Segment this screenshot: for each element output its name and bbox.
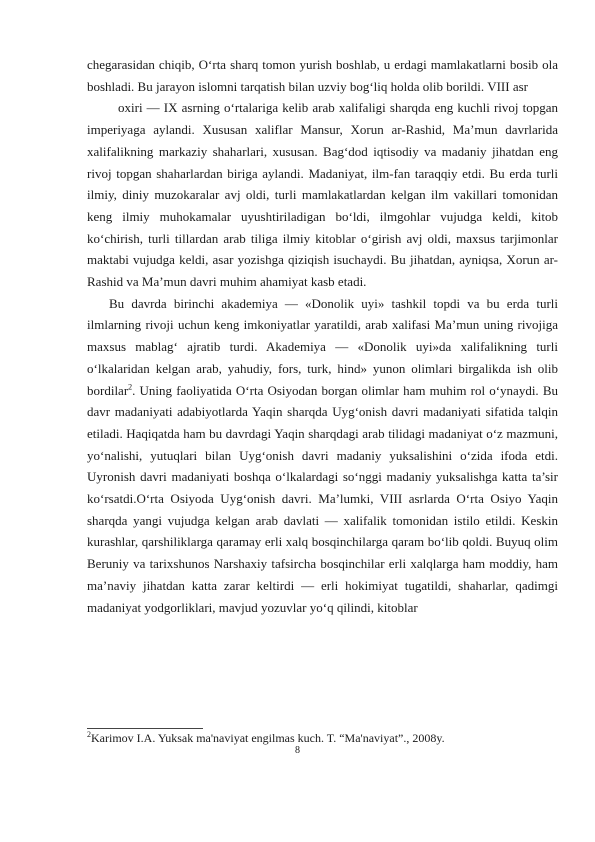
footnote-mark: 2 <box>87 730 91 739</box>
footnote-reference[interactable]: 2 <box>128 382 133 392</box>
paragraph-3-text-before-ref: Bu davrda birinchi akademiya — «Donolik uyi» tashkil topdi va bu erda turli ilmlarning rivoji uchun keng imkoniyatlar yaratildi, arab xalifasi Ma’mun uning rivojiga maxsus mablag‘ ajratib turdi. Akademiya — «Donolik uyi»da xalifalikning turli o‘lkalaridan kelgan arab, yahudiy, fors, turk, hind» yunon olimlari birgalikda ish olib bordilar <box>87 295 558 398</box>
paragraph-3 <box>87 293 558 619</box>
paragraph-3-text-after-ref: . Uning faoliyatida O‘rta Osiyodan borgan olimlar ham muhim rol o‘ynaydi. Bu davr madaniyati adabiyotlarda Yaqin sharqda Uyg‘onish davri madaniyati sifatida talqin etiladi. Haqiqatda ham bu davrdagi Yaqin sharqdagi arab tilidagi madaniyat o‘z mazmuni, yo‘nalishi, yutuqlari bilan Uyg‘onish davri madaniy yuksalishini o‘zida ifoda etdi. Uyronish davri madaniyati boshqa o‘lkalardagi so‘nggi madaniy yuksalishga katta ta’sir ko‘rsatdi.O‘rta Osiyoda Uyg‘onish davri. Ma’lumki, VIII asrlarda O‘rta Osiyo Yaqin sharqda yangi vujudga kelgan arab davlati — xalifalik tomonidan istilo etildi. Keskin kurashlar, qarshiliklarga qaramay erli xalq bosqinchilarga qaram bo‘lib qoldi. Buyuq olim Beruniy va tarixshunos Narshaxiy tafsircha bosqinchilar erli xalqlarga ham moddiy, ham ma’naviy jihatdan katta zarar keltirdi — erli hokimiyat tugatildi, shaharlar, qadimgi madaniyat yodgorliklari, mavjud yozuvlar yo‘q qilindi, kitoblar <box>87 382 558 615</box>
paragraph-1: chegarasidan chiqib, O‘rta sharq tomon yurish boshlab, u erdagi mamlakatlarni bosib ola boshladi. Bu jarayon islomni tarqatish bilan uzviy bog‘liq holda olib borildi. VIII asr <box>87 57 558 94</box>
page-number: 8 <box>295 745 300 756</box>
paragraph-2: oxiri — IX asrning o‘rtalariga kelib arab xalifaligi sharqda eng kuchli rivoj topgan imperiyaga aylandi. Xususan xaliflar Mansur, Xorun ar-Rashid, Ma’mun davrlarida xalifalikning markaziy shaharlari, xususan. Bag‘dod iqtisodiy va madaniy jihatdan eng rivoj topgan shaharlardan biriga aylandi. Madaniyat, ilm-fan taraqqiy etdi. Bu erda turli ilmiy, diniy muzokaralar avj oldi, turli mamlakatlardan kelgan ilm vakillari tomonidan keng ilmiy muhokamalar uyushtiriladigan bo‘ldi, ilmgohlar vujudga keldi, kitob ko‘chirish, turli tillardan arab tiliga ilmiy kitoblar o‘girish avj oldi, maxsus tarjimonlar maktabi vujudga keldi, asar yozishga qiziqish isuchaydi. Bu jihatdan, ayniqsa, Xorun ar-Rashid va Ma’mun davri muhim ahamiyat kasb etadi. <box>87 100 558 290</box>
footnote <box>87 730 558 746</box>
footnote-separator <box>87 728 203 729</box>
body-text <box>87 54 558 618</box>
footnote-text: Karimov I.A. Yuksak ma'naviyat engilmas kuch. T. “Ma'naviyat”., 2008y. <box>91 731 445 745</box>
